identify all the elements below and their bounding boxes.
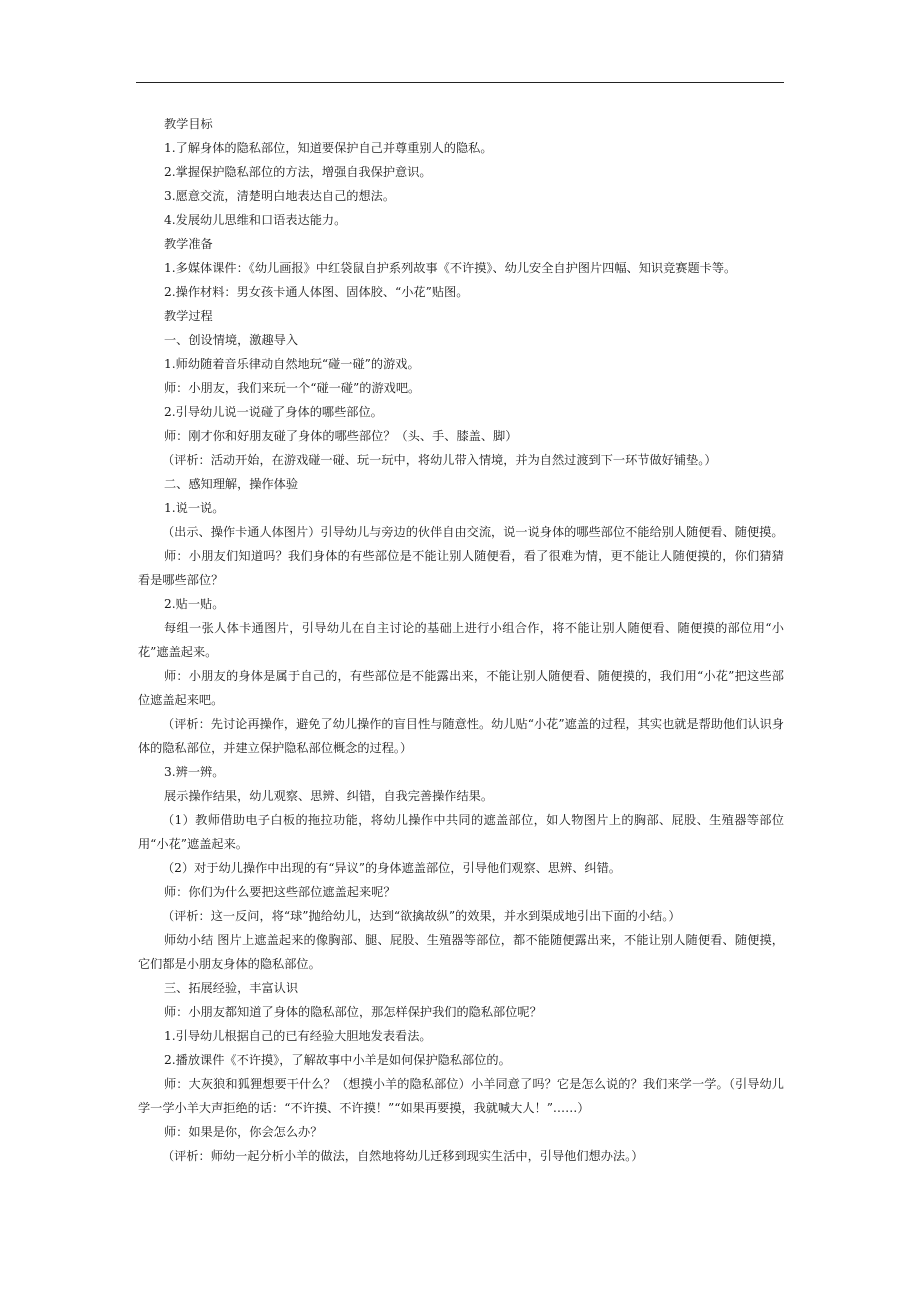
dialogue-line: 师：小朋友们知道吗？我们身体的有些部位是不能让别人随便看，看了很难为情，更不能让人随便摸的，你们猜猜看是哪些部位？: [138, 549, 784, 587]
heading-goals: 教学目标: [164, 117, 213, 131]
step-item: 3.辨一辨。: [164, 765, 225, 779]
body-paragraph: （出示、操作卡通人体图片）引导幼儿与旁边的伙伴自由交流，说一说身体的哪些部位不能给别人随便看、随便摸。: [162, 525, 784, 539]
step-item: 1.说一说。: [164, 501, 225, 515]
sub-step: （1）教师借助电子白板的拖拉功能，将幼儿操作中共同的遮盖部位，如人物图片上的胸部、屁股、生殖器等部位用“小花”遮盖起来。: [138, 813, 784, 851]
step-item: 1.引导幼儿根据自己的已有经验大胆地发表看法。: [164, 1029, 432, 1043]
heading-preparation: 教学准备: [164, 237, 213, 251]
dialogue-line: 师：小朋友，我们来玩一个“碰一碰”的游戏吧。: [164, 381, 421, 395]
section-heading: 二、感知理解，操作体验: [164, 477, 299, 491]
heading-process: 教学过程: [164, 309, 213, 323]
dialogue-line: 师：你们为什么要把这些部位遮盖起来呢？: [164, 885, 396, 899]
step-item: 2.播放课件《不许摸》，了解故事中小羊是如何保护隐私部位的。: [164, 1053, 511, 1067]
body-paragraph: 每组一张人体卡通图片，引导幼儿在自主讨论的基础上进行小组合作，将不能让别人随便看、随便摸的部位用“小花”遮盖起来。: [138, 621, 784, 659]
commentary: （评析：师幼一起分析小羊的做法，自然地将幼儿迁移到现实生活中，引导他们想办法。）: [162, 1149, 644, 1163]
goal-item: 4.发展幼儿思维和口语表达能力。: [164, 213, 347, 227]
commentary: （评析：活动开始，在游戏碰一碰、玩一玩中，将幼儿带入情境，并为自然过渡到下一环节做好铺垫。）: [162, 453, 717, 467]
step-item: 2.引导幼儿说一说碰了身体的哪些部位。: [164, 405, 383, 419]
dialogue-line: 师：如果是你，你会怎么办？: [164, 1125, 323, 1139]
preparation-item: 1.多媒体课件：《幼儿画报》中红袋鼠自护系列故事《不许摸》、幼儿安全自护图片四幅、知识竞赛题卡等。: [164, 261, 737, 275]
dialogue-line: 师：小朋友的身体是属于自己的，有些部位是不能露出来，不能让别人随便看、随便摸的，我们用“小花”把这些部位遮盖起来吧。: [138, 669, 784, 707]
goal-item: 2.掌握保护隐私部位的方法，增强自我保护意识。: [164, 165, 432, 179]
summary-paragraph: 师幼小结 图片上遮盖起来的像胸部、腿、屁股、生殖器等部位，都不能随便露出来，不能让别人随便看、随便摸，它们都是小朋友身体的隐私部位。: [138, 933, 784, 971]
dialogue-line: 师：小朋友都知道了身体的隐私部位，那怎样保护我们的隐私部位呢？: [164, 1005, 542, 1019]
section-heading: 三、拓展经验，丰富认识: [164, 981, 299, 995]
step-item: 1.师幼随着音乐律动自然地玩“碰一碰”的游戏。: [164, 357, 420, 371]
preparation-item: 2.操作材料：男女孩卡通人体图、固体胶、“小花”贴图。: [164, 285, 469, 299]
commentary: （评析：先讨论再操作，避免了幼儿操作的盲目性与随意性。幼儿贴“小花”遮盖的过程，其实也就是帮助他们认识身体的隐私部位，并建立保护隐私部位概念的过程。）: [138, 717, 784, 755]
dialogue-line: 师：大灰狼和狐狸想要干什么？（想摸小羊的隐私部位）小羊同意了吗？它是怎么说的？我们来学一学。（引导幼儿学一学小羊大声拒绝的话：“不许摸、不许摸！”“如果再要摸，我就喊大人！”……）: [138, 1077, 784, 1115]
header-rule: [136, 82, 784, 83]
sub-step: （2）对于幼儿操作中出现的有“异议”的身体遮盖部位，引导他们观察、思辨、纠错。: [162, 861, 621, 875]
goal-item: 1.了解身体的隐私部位，知道要保护自己并尊重别人的隐私。: [164, 141, 493, 155]
goal-item: 3.愿意交流，清楚明白地表达自己的想法。: [164, 189, 396, 203]
body-paragraph: 展示操作结果，幼儿观察、思辨、纠错，自我完善操作结果。: [164, 789, 494, 803]
section-heading: 一、创设情境，激趣导入: [164, 333, 299, 347]
commentary: （评析：这一反问，将“球”抛给幼儿，达到“欲擒故纵”的效果，并水到渠成地引出下面的小结。）: [162, 909, 681, 923]
step-item: 2.贴一贴。: [164, 597, 225, 611]
document-body: [138, 112, 784, 1168]
dialogue-line: 师：刚才你和好朋友碰了身体的哪些部位？（头、手、膝盖、脚）: [164, 429, 518, 443]
